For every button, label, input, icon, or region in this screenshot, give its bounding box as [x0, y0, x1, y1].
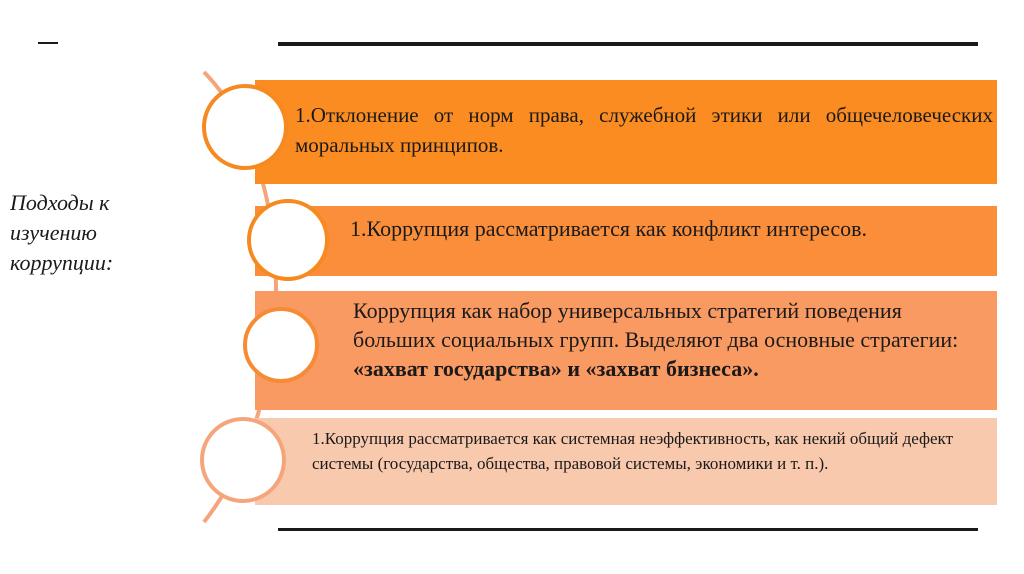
bullet-circle-4 — [200, 417, 286, 503]
approach-text-3: Коррупция как набор универсальных стратегий поведения больших социальных групп. Выделяют два основные стратегии: — [353, 298, 959, 352]
bullet-circle-1 — [202, 84, 288, 170]
approach-box-1 — [255, 80, 997, 184]
approach-text-3-state-capture: «захват государства» — [353, 356, 562, 381]
bullet-circle-2 — [247, 199, 329, 281]
approach-box-2 — [255, 206, 997, 276]
approach-text-1: 1.Отклонение от норм права, служебной этики или общечеловеческих моральных принципов. — [295, 103, 993, 157]
approaches-label: Подходы к изучению коррупции: — [10, 190, 114, 275]
bottom-rule — [278, 528, 978, 531]
approach-text-3-business-capture: «захват бизнеса». — [585, 356, 759, 381]
approach-box-4 — [255, 418, 997, 505]
title-dash — [38, 42, 58, 44]
approach-text-3-and: и — [561, 356, 586, 381]
top-rule — [278, 42, 978, 46]
approach-text-2: 1.Коррупция рассматривается как конфликт интересов. — [350, 216, 868, 241]
approach-text-4: 1.Коррупция рассматривается как системная неэффективность, как некий общий дефект системы (государства, общества, правовой системы, экономики и т. п.). — [312, 429, 954, 473]
approach-box-3 — [255, 291, 997, 410]
bullet-circle-3 — [243, 307, 319, 383]
